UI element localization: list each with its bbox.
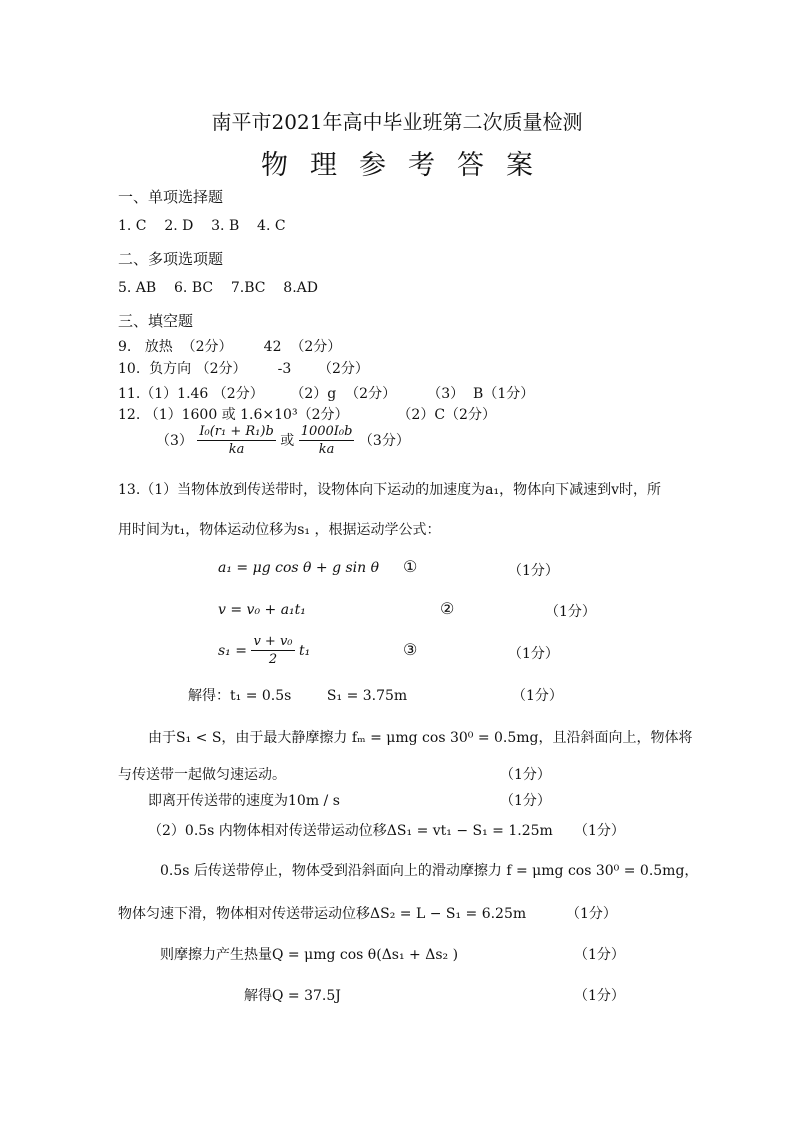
q13-line-e-score: （1分）	[566, 906, 617, 922]
equation-2: v = v₀ + a₁t₁	[218, 602, 306, 618]
equation-1-marker: ①	[403, 557, 418, 576]
q13-line-c-score: （1分）	[500, 793, 551, 809]
equation-3-fraction	[251, 633, 294, 669]
q13-line-e: 物体匀速下滑，物体相对传送带运动位移ΔS₂ = L − S₁ = 6.25m	[118, 906, 527, 922]
q13-intro-line2: 用时间为t₁，物体运动位移为s₁ ，根据运动学公式：	[118, 522, 441, 538]
q13-line-a: 由于S₁ < S，由于最大静摩擦力 fₘ = μmg cos 30⁰ = 0.5mg，且沿斜面向上，物体将	[148, 730, 693, 746]
page-subtitle: 物理参考答案	[261, 150, 555, 181]
section1-answers: 1. C 2. D 3. B 4. C	[118, 218, 286, 234]
q13-line-c: 即离开传送带的速度为10m / s	[148, 793, 340, 809]
equation-1-score: （1分）	[508, 563, 559, 579]
section3-heading: 三、填空题	[118, 312, 194, 330]
equation-3-numerator: v + v₀	[253, 634, 293, 649]
equation-3-lhs: s₁ =	[218, 643, 247, 659]
equation-3-denominator: 2	[268, 652, 278, 667]
q12-fraction-2	[299, 423, 355, 459]
equation-3	[218, 633, 310, 669]
answer-q10: 10. 负方向 （2分） -3 （2分）	[118, 361, 369, 377]
answer-q12-part1: 12. （1）1600 或 1.6×10³（2分） （2）C（2分）	[118, 407, 496, 423]
equation-1: a₁ = μg cos θ + g sin θ	[218, 560, 380, 576]
equation-3-marker: ③	[403, 640, 418, 659]
q13-line-g: 解得Q = 37.5J	[244, 988, 341, 1004]
q12-fraction-1-numerator: I₀(r₁ + R₁)b	[199, 424, 274, 439]
equation-2-score: （1分）	[545, 604, 596, 620]
q13-line-f: 则摩擦力产生热量Q = μmg cos θ(Δs₁ + Δs₂ )	[160, 947, 459, 963]
section2-answers: 5. AB 6. BC 7.BC 8.AD	[118, 280, 318, 296]
q12-fraction-1	[197, 423, 275, 459]
solution-1-score: （1分）	[512, 688, 563, 704]
answer-q11: 11.（1）1.46 （2分） （2）g （2分） （3） B（1分）	[118, 386, 535, 402]
section1-heading: 一、单项选择题	[118, 188, 224, 206]
q13-line-g-score: （1分）	[574, 988, 625, 1004]
equation-2-marker: ②	[440, 599, 455, 618]
equation-3-score: （1分）	[508, 646, 559, 662]
q12-fraction-1-denominator: ka	[228, 442, 245, 457]
q13-part2: （2）0.5s 内物体相对传送带运动位移ΔS₁ = vt₁ − S₁ = 1.25m	[148, 823, 553, 839]
answer-q9: 9. 放热 （2分） 42 （2分）	[118, 339, 342, 355]
q13-intro-line1: 13.（1）当物体放到传送带时，设物体向下运动的加速度为a₁，物体向下减速到v时，所	[118, 482, 662, 498]
page-title: 南平市2021年高中毕业班第二次质量检测	[211, 110, 583, 134]
q12-score: （3分）	[358, 433, 410, 449]
solution-1: 解得：t₁ = 0.5s S₁ = 3.75m	[188, 688, 408, 704]
q13-line-f-score: （1分）	[574, 947, 625, 963]
q13-line-d: 0.5s 后传送带停止，物体受到沿斜面向上的滑动摩擦力 f = μmg cos 30⁰ = 0.5mg，	[160, 863, 699, 879]
section2-heading: 二、多项选项题	[118, 250, 224, 268]
q12-fraction-2-denominator: ka	[318, 442, 335, 457]
q12-fraction-2-numerator: 1000I₀b	[300, 424, 353, 439]
q13-line-b: 与传送带一起做匀速运动。	[118, 767, 286, 783]
answer-q12-part3	[156, 423, 410, 459]
q13-line-b-score: （1分）	[500, 767, 551, 783]
equation-3-rhs: t₁	[298, 643, 311, 659]
q12-or: 或	[280, 433, 295, 449]
q12-prefix: （3）	[156, 433, 193, 449]
q13-part2-score: （1分）	[574, 823, 625, 839]
